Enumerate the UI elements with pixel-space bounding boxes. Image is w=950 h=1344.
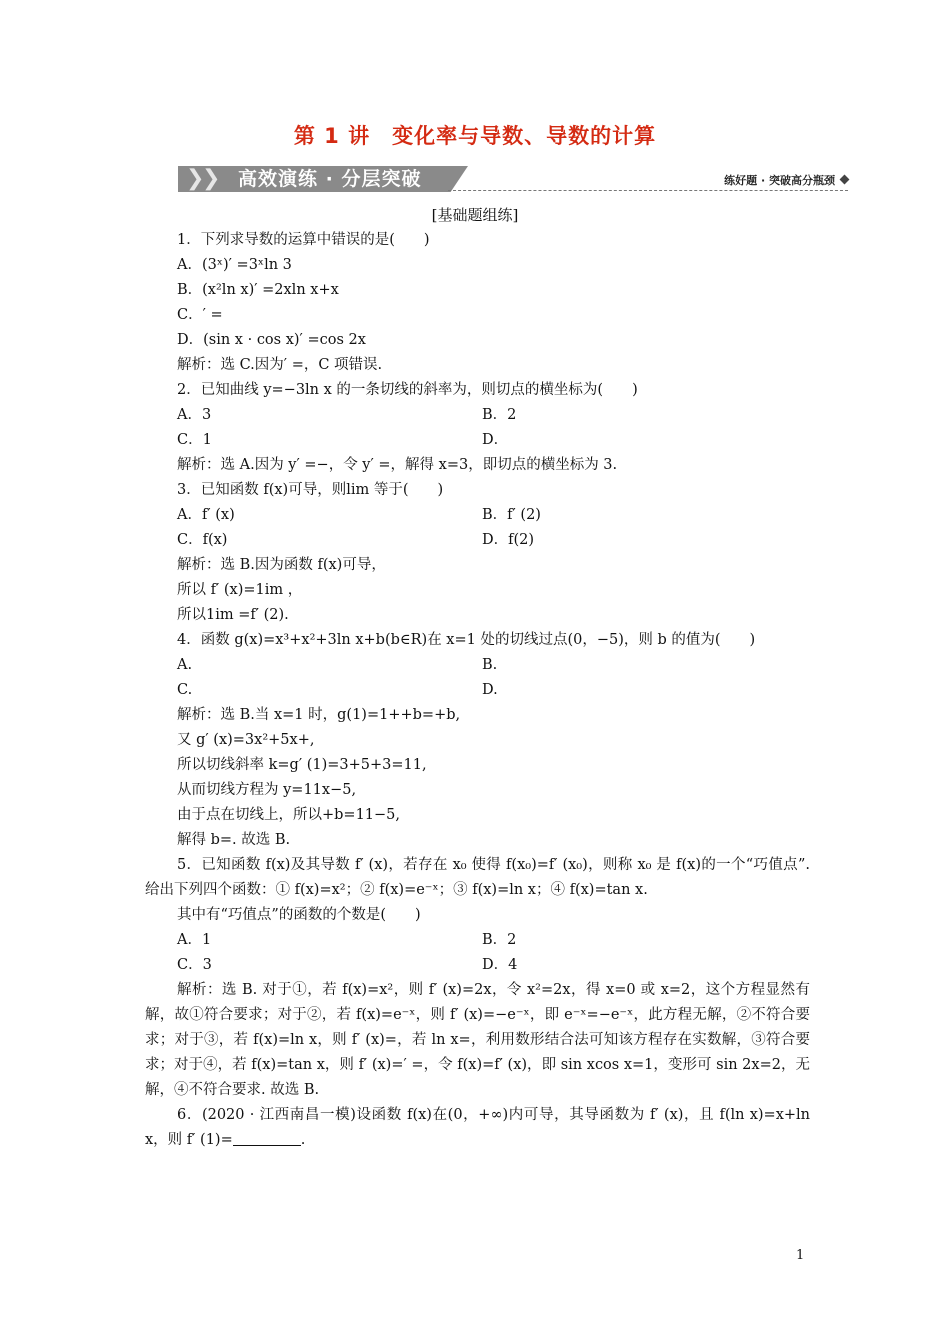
chevron-right-icon: ❯	[202, 166, 221, 191]
solution-line: 所以1im =f′ (2).	[177, 607, 289, 623]
solution-line: 解得 b=. 故选 B.	[177, 832, 291, 848]
solution-2: 解析：选 A.因为 y′ =−，令 y′ =，解得 x=3，即切点的横坐标为 3.	[177, 457, 618, 473]
banner-slogan	[724, 172, 848, 188]
option: D．4	[482, 957, 518, 973]
solution-4: 解析：选 B.当 x=1 时，g(1)=1++b=+b,	[177, 707, 461, 723]
question-5-prompt: 其中有“巧值点”的函数的个数是( )	[177, 907, 421, 923]
solution-line: 由于点在切线上，所以+b=11−5,	[177, 807, 401, 823]
solution-line: 所以 f′ (x)=1im ，	[177, 582, 303, 598]
question-6-text: 6．(2020 · 江西南昌一模)设函数 f(x)在(0，+∞)内可导，其导函数为 f′ (x)，且 f(ln x)=x+ln x，则 f′ (1)=	[145, 1107, 810, 1148]
option: D．(sin x · cos x)′ =cos 2x	[177, 332, 366, 348]
option: C．1	[177, 432, 212, 448]
option: A.	[177, 657, 193, 673]
option: B．2	[482, 932, 517, 948]
option: A．3	[177, 407, 212, 423]
option: C．f(x)	[177, 532, 228, 548]
page-number: 1	[796, 1248, 805, 1263]
section-heading: [基础题组练]	[431, 206, 519, 224]
question-5: 5．已知函数 f(x)及其导数 f′ (x)，若存在 x₀ 使得 f(x₀)=f′ (x₀)，则称 x₀ 是 f(x)的一个“巧值点”. 给出下列四个函数：① f(x)=x²；② f(x)=e⁻ˣ；③ f(x)=ln x；④ f(x)=tan x.	[145, 857, 810, 898]
solution-line: 所以切线斜率 k=g′ (1)=3+5+3=11,	[177, 757, 427, 773]
option: C.	[177, 682, 193, 698]
option: B.	[482, 657, 498, 673]
option-row	[145, 928, 810, 953]
option-row	[145, 503, 810, 528]
option: D．f(2)	[482, 532, 535, 548]
banner-title: 高效演练 · 分层突破	[238, 168, 422, 190]
question-1: 1．下列求导数的运算中错误的是( )	[177, 232, 430, 248]
banner-slogan-text: 练好题 · 突破高分瓶颈	[724, 174, 835, 187]
solution-3: 解析：选 B.因为函数 f(x)可导，	[177, 557, 386, 573]
answer-blank[interactable]	[233, 1131, 301, 1146]
option: A．(3ˣ)′ =3ˣln 3	[177, 257, 292, 273]
option-row	[145, 528, 810, 553]
solution-1: 解析：选 C.因为′ =，C 项错误.	[177, 357, 383, 373]
option: D.	[482, 682, 498, 698]
option: C．′ =	[177, 307, 223, 323]
question-6-end: .	[300, 1132, 306, 1148]
question-3: 3．已知函数 f(x)可导，则lim 等于( )	[177, 482, 444, 498]
option: B．2	[482, 407, 517, 423]
solution-line: 又 g′ (x)=3x²+5x+,	[177, 732, 315, 748]
question-4: 4．函数 g(x)=x³+x²+3ln x+b(b∈R)在 x=1 处的切线过点(0，−5)，则 b 的值为( )	[177, 632, 756, 648]
option: B．f′ (2)	[482, 507, 541, 523]
option: C．3	[177, 957, 212, 973]
banner-divider	[448, 190, 848, 191]
option-row	[145, 403, 810, 428]
exercise-content	[145, 228, 810, 1153]
diamond-icon	[840, 175, 850, 185]
option-row	[145, 428, 810, 453]
option: B．(x²ln x)′ =2xln x+x	[177, 282, 339, 298]
option-row	[145, 953, 810, 978]
chevron-right-icon: ❯	[186, 166, 205, 191]
option: A．f′ (x)	[177, 507, 235, 523]
option-row	[145, 678, 810, 703]
option: D．	[482, 432, 509, 448]
section-banner	[178, 162, 848, 196]
question-6	[145, 1103, 810, 1153]
question-2: 2．已知曲线 y=−3ln x 的一条切线的斜率为，则切点的横坐标为( )	[177, 382, 638, 398]
solution-5: 解析：选 B. 对于①，若 f(x)=x²，则 f′ (x)=2x，令 x²=2x，得 x=0 或 x=2，这个方程显然有解，故①符合要求；对于②，若 f(x)=e⁻ˣ，则 f′ (x)=−e⁻ˣ，即 e⁻ˣ=−e⁻ˣ，此方程无解，②不符合要求；对于③，若 f(x)=ln x，则 f′ (x)=，若 ln x=，利用数形结合法可知该方程存在实数解，③符合要求；对于④，若 f(x)=tan x，则 f′ (x)=′ =，令 f(x)=f′ (x)，即 sin xcos x=1，变形可 sin 2x=2，无解，④不符合要求. 故选 B.	[145, 982, 810, 1098]
option: A．1	[177, 932, 212, 948]
option-row	[145, 653, 810, 678]
page-title: 第 1 讲 变化率与导数、导数的计算	[293, 124, 657, 148]
solution-line: 从而切线方程为 y=11x−5,	[177, 782, 357, 798]
